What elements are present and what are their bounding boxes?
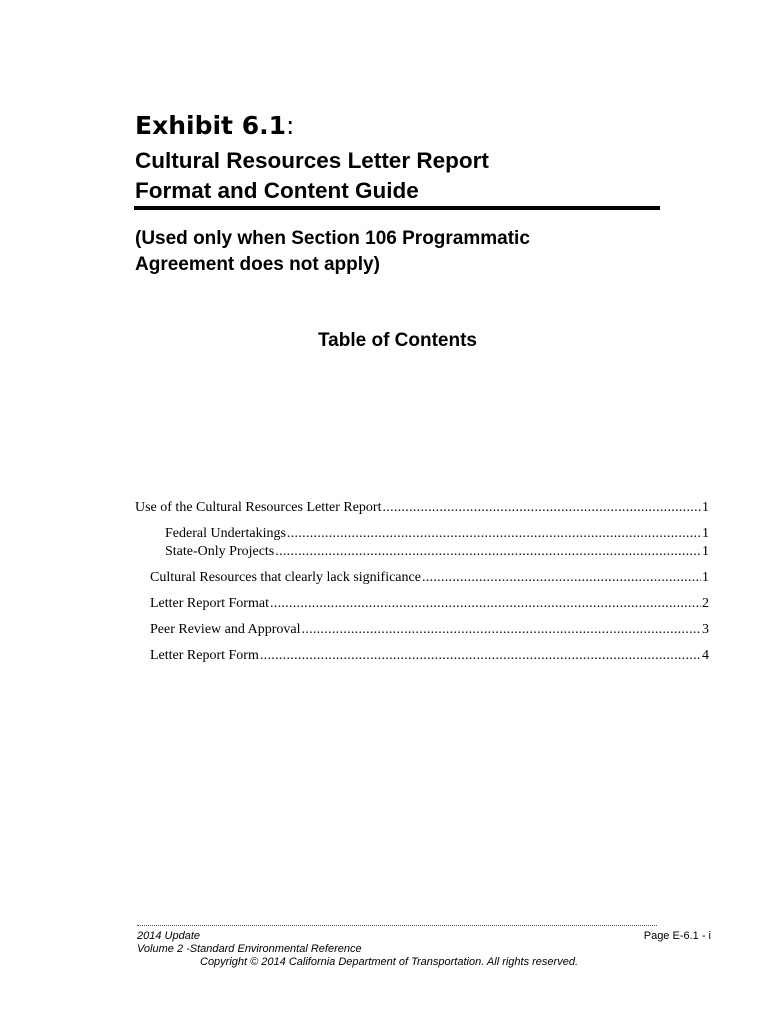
- toc-entry-label: Peer Review and Approval: [150, 622, 301, 637]
- footer-update: 2014 Update: [137, 930, 200, 942]
- toc-entry-page: 1: [702, 570, 709, 585]
- toc-leader-dots: [301, 621, 701, 639]
- footer-volume: Volume 2 -Standard Environmental Reference: [137, 943, 362, 955]
- document-title: [135, 146, 660, 206]
- toc-leader-dots: [382, 499, 701, 517]
- toc-entry-letter-report-format[interactable]: [150, 595, 709, 613]
- title-divider: [134, 206, 660, 210]
- toc-entry-page: 1: [702, 526, 709, 541]
- toc-entry-page: 4: [702, 648, 709, 663]
- toc-heading: Table of Contents: [317, 330, 478, 351]
- exhibit-title: [135, 110, 294, 142]
- title-line-2: Format and Content Guide: [135, 178, 419, 203]
- toc-entry-lack-significance[interactable]: [150, 569, 709, 587]
- document-subtitle: [135, 226, 660, 278]
- toc-entry-page: 2: [702, 596, 709, 611]
- toc-entry-federal-undertakings[interactable]: [165, 525, 709, 543]
- exhibit-label: Exhibit 6.1: [135, 111, 286, 140]
- toc-leader-dots: [422, 569, 701, 587]
- footer-copyright: Copyright © 2014 California Department of Transportation. All rights reserved.: [200, 956, 579, 968]
- toc-entry-label: Cultural Resources that clearly lack significance: [150, 570, 421, 585]
- toc-entry-label: Use of the Cultural Resources Letter Report: [135, 500, 382, 515]
- toc-leader-dots: [260, 647, 701, 665]
- toc-entry-label: Federal Undertakings: [165, 526, 286, 541]
- toc-leader-dots: [270, 595, 701, 613]
- title-line-1: Cultural Resources Letter Report: [135, 148, 489, 173]
- toc-leader-dots: [275, 543, 701, 561]
- toc-entry-label: Letter Report Form: [150, 648, 259, 663]
- toc-entry-page: 1: [702, 500, 709, 515]
- toc-entry-page: 3: [702, 622, 709, 637]
- subtitle-line-2: Agreement does not apply): [135, 254, 380, 275]
- toc-entry-use-of-letter-report[interactable]: [135, 499, 709, 517]
- subtitle-line-1: (Used only when Section 106 Programmatic: [135, 228, 530, 249]
- toc-entry-peer-review[interactable]: [150, 621, 709, 639]
- toc-entry-page: 1: [702, 544, 709, 559]
- toc-entry-letter-report-form[interactable]: [150, 647, 709, 665]
- exhibit-colon: :: [285, 111, 295, 140]
- footer-page-number: Page E-6.1 - i: [643, 930, 711, 942]
- footer-divider: [137, 925, 657, 926]
- toc-entry-state-only-projects[interactable]: [165, 543, 709, 561]
- toc-entry-label: Letter Report Format: [150, 596, 269, 611]
- toc-leader-dots: [287, 525, 701, 543]
- toc-entry-label: State-Only Projects: [165, 544, 275, 559]
